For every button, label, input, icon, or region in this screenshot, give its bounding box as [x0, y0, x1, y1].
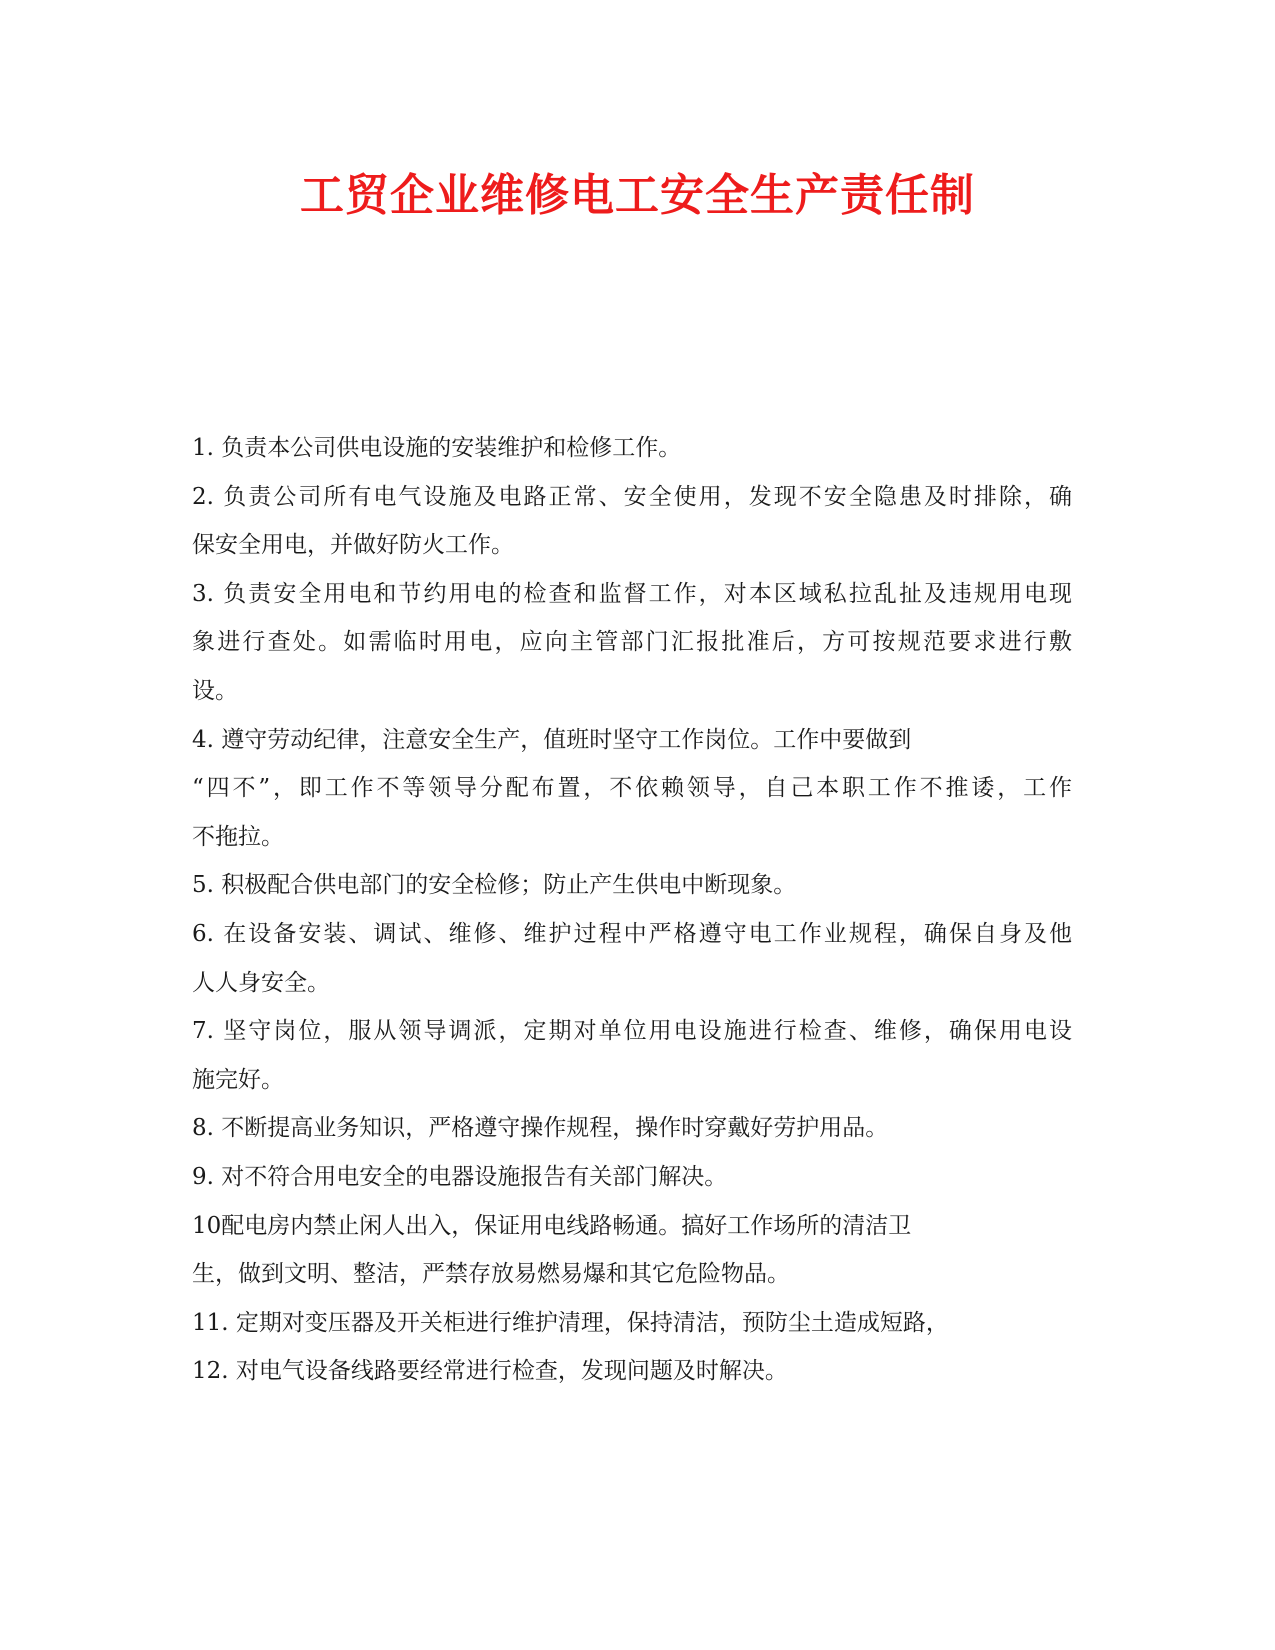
text-line: 5. 积极配合供电部门的安全检修；防止产生供电中断现象。 — [192, 872, 797, 899]
text-line: “四不”，即工作不等领导分配布置，不依赖领导，自己本职工作不推诿，工作 — [192, 775, 1072, 802]
text-line: 人人身安全。 — [192, 969, 330, 996]
text-line: 象进行查处。如需临时用电，应向主管部门汇报批准后，方可按规范要求进行敷 — [192, 629, 1072, 656]
text-line: 10配电房内禁止闲人出入，保证用电线路畅通。搞好工作场所的清洁卫 — [192, 1212, 912, 1239]
text-line: 6. 在设备安装、调试、维修、维护过程中严格遵守电工作业规程，确保自身及他 — [192, 920, 1072, 947]
text-line: 4. 遵守劳动纪律，注意安全生产，值班时坚守工作岗位。工作中要做到 — [192, 726, 912, 753]
text-line: 生，做到文明、整洁，严禁存放易燃易爆和其它危险物品。 — [192, 1261, 790, 1288]
text-line: 2. 负责公司所有电气设施及电路正常、安全使用，发现不安全隐患及时排除，确 — [192, 483, 1072, 510]
text-line: 设。 — [192, 677, 238, 704]
text-line: 施完好。 — [192, 1066, 284, 1093]
text-line: 3. 负责安全用电和节约用电的检查和监督工作，对本区域私拉乱扯及违规用电现 — [192, 580, 1072, 607]
text-line: 8. 不断提高业务知识，严格遵守操作规程，操作时穿戴好劳护用品。 — [192, 1115, 889, 1142]
text-line: 9. 对不符合用电安全的电器设施报告有关部门解决。 — [192, 1163, 728, 1190]
text-line: 12. 对电气设备线路要经常进行检查，发现问题及时解决。 — [192, 1358, 788, 1385]
document-body — [192, 424, 1072, 1396]
text-line: 11. 定期对变压器及开关柜进行维护清理，保持清洁，预防尘土造成短路， — [192, 1309, 949, 1336]
text-line: 1. 负责本公司供电设施的安装维护和检修工作。 — [192, 435, 682, 461]
document-title: 工贸企业维修电工安全生产责任制 — [300, 170, 975, 221]
text-line: 保安全用电，并做好防火工作。 — [192, 532, 514, 559]
text-line: 不拖拉。 — [192, 823, 284, 850]
text-line: 7. 坚守岗位，服从领导调派，定期对单位用电设施进行检查、维修，确保用电设 — [192, 1018, 1072, 1045]
